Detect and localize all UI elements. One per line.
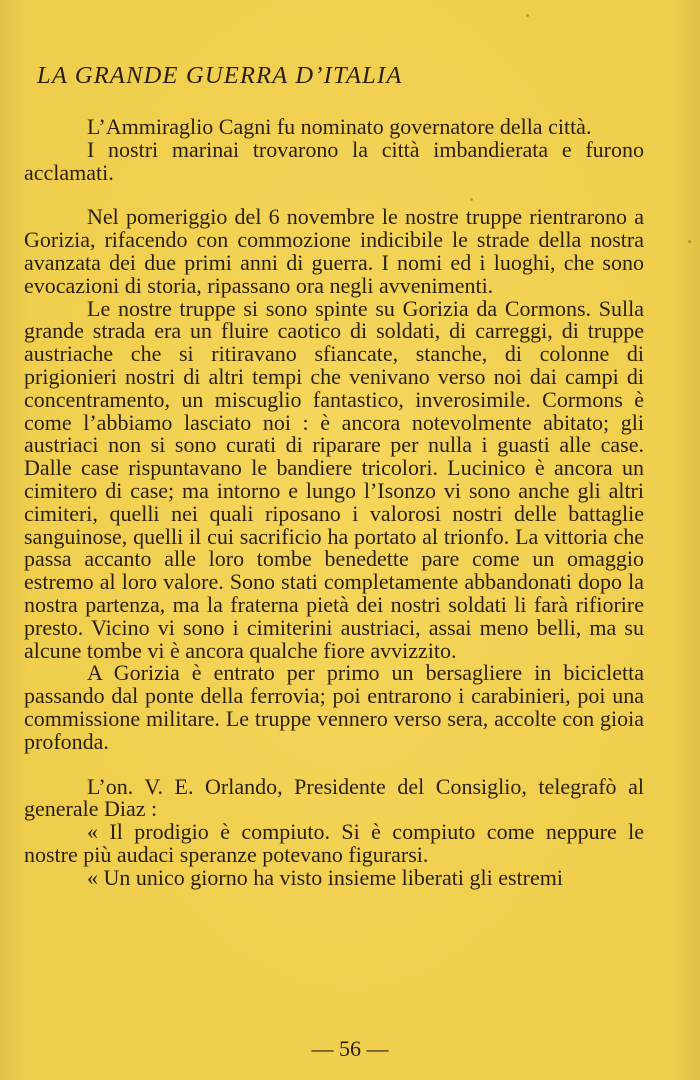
paragraph: Nel pomeriggio del 6 novembre le nostre truppe rientrarono a Gorizia, rifacendo con commozione indicibile le strade della nostra avanzata dei due primi anni di guerra. I nomi ed i luoghi, che sono evocazioni di storia, ripassano ora negli avvenimenti.	[24, 204, 644, 298]
paper-speck	[470, 198, 473, 201]
paragraph: L’on. V. E. Orlando, Presidente del Consiglio, telegrafò al generale Diaz :	[24, 773, 644, 822]
running-head: LA GRANDE GUERRA D’ITALIA	[37, 62, 403, 89]
paragraph: A Gorizia è entrato per primo un bersagliere in bicicletta passando dal ponte della ferrovia; poi entrarono i carabinieri, poi una commissione militare. Le truppe vennero verso sera, accolte con gioia profonda.	[24, 660, 644, 754]
quotation-paragraph: « Il prodigio è compiuto. Si è compiuto come neppure le nostre più audaci speranze potevano figurarsi.	[24, 819, 644, 867]
paragraph: Le nostre truppe si sono spinte su Gorizia da Cormons. Sulla grande strada era un fluire caotico di soldati, di carreggi, di truppe austriache che si ritiravano sfiancate, stanche, di colonne di prigionieri nostri di altri tempi che venivano verso noi dai campi di concentramento, un miscuglio fantastico, inverosimile. Cormons è come l’abbiamo lasciato noi : è ancora notevolmente abitato; gli austriaci non si sono curati di riparare per nulla i guasti alle case. Dalle case rispuntavano le bandiere tricolori. Lucinico è ancora un cimitero di case; ma intorno e lungo l’Isonzo vi sono anche gli altri cimiteri, quelli nei quali riposano i valorosi nostri delle battaglie sanguinose, quelli il cui sacrificio ha portato al trionfo. La vittoria che passa accanto alle loro tombe benedette pare come un omaggio estremo al loro valore. Sono stati completamente abbandonati dopo la nostra partenza, ma la fraterna pietà dei nostri soldati li farà rifiorire presto. Vicino vi sono i cimiterini austriaci, assai meno belli, ma su alcune tombe vi è ancora qualche fiore avvizzito.	[24, 295, 644, 663]
paper-speck	[688, 240, 691, 243]
paper-speck	[526, 14, 529, 17]
quotation-paragraph: « Un unico giorno ha visto insieme liberati gli estremi	[87, 864, 563, 890]
paragraph: L’Ammiraglio Cagni fu nominato governatore della città.	[87, 114, 592, 139]
paragraph: I nostri marinai trovarono la città imbandierata e furono acclamati.	[24, 136, 644, 185]
page-number: — 56 —	[311, 1036, 389, 1061]
body-text	[24, 116, 644, 890]
